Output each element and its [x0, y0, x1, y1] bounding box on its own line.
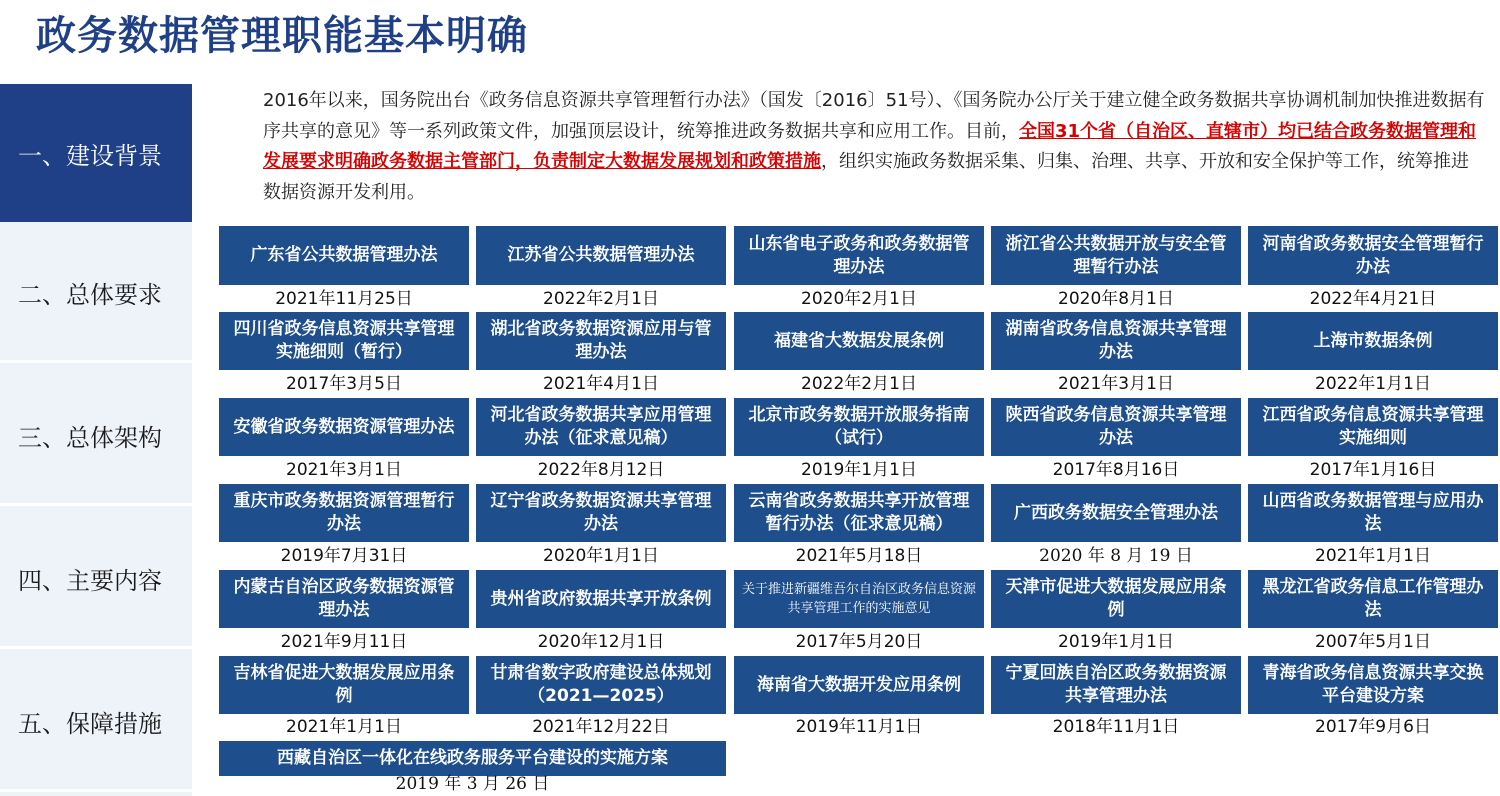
policy-date: 2019年1月1日: [1058, 632, 1174, 652]
policy-box[interactable]: 贵州省政府数据共享开放条例: [476, 570, 726, 628]
policy-date: 2022年4月21日: [1309, 289, 1437, 309]
policy-box[interactable]: 北京市政务数据开放服务指南 （试行）: [734, 398, 984, 456]
policy-box[interactable]: 青海省政务信息资源共享交换平台建设方案: [1248, 656, 1498, 714]
policy-date: 2020年8月1日: [1058, 289, 1174, 309]
policy-box[interactable]: 关于推进新疆维吾尔自治区政务信息资源共享管理工作的实施意见: [734, 570, 984, 628]
policy-box[interactable]: 内蒙古自治区政务数据资源管理办法: [219, 570, 469, 628]
sidebar: [0, 84, 192, 796]
policy-date: 2019年11月1日: [795, 717, 923, 737]
intro-text: 2016年以来，国务院出台《政务信息资源共享管理暂行办法》（国发〔2016〕51号）、《国务院办公厅关于建立健全政务数据共享协调机制加快推进数据有序共享的意见》等一系列政策文件，加强顶层设计，统筹推进政务数据共享和应用工作。目前，: [263, 90, 1485, 142]
intro-text: ，组织实施政务数据采集、归集、治理、共享、开放和安全保护等工作，统筹推进数据资源开发利用。: [263, 151, 1469, 203]
policy-date: 2021年4月1日: [543, 374, 659, 394]
policy-date: 2020年12月1日: [537, 632, 665, 652]
intro-highlight: 负责制定大数据发展规划和政策措施: [533, 151, 821, 172]
policy-box[interactable]: 福建省大数据发展条例: [734, 312, 984, 370]
policy-date: 2018年11月1日: [1052, 717, 1180, 737]
policy-box[interactable]: 西藏自治区一体化在线政务服务平台建设的实施方案: [219, 741, 726, 776]
policy-box[interactable]: 甘肃省数字政府建设总体规划（2021—2025）: [476, 656, 726, 714]
intro-highlight-separator: ，: [515, 151, 533, 172]
policy-date: 2019 年 3 月 26 日: [395, 774, 550, 794]
policy-date: 2017年9月6日: [1315, 717, 1431, 737]
policy-box[interactable]: 山东省电子政务和政务数据管理办法: [734, 226, 984, 285]
policy-box[interactable]: 湖北省政务数据资源应用与管理办法: [476, 312, 726, 370]
nav-item-requirements[interactable]: 二、总体要求: [0, 225, 192, 363]
nav-item-measures[interactable]: 五、保障措施: [0, 654, 192, 792]
intro-paragraph: [263, 86, 1485, 208]
policy-date: 2020年2月1日: [801, 289, 917, 309]
nav-item-background[interactable]: 一、建设背景: [0, 84, 192, 222]
policy-date: 2017年8月16日: [1052, 460, 1180, 480]
policy-date: 2021年9月11日: [280, 632, 408, 652]
policy-date: 2020 年 8 月 19 日: [1039, 546, 1193, 566]
policy-date: 2021年3月1日: [1058, 374, 1174, 394]
nav-item-architecture[interactable]: 三、总体架构: [0, 368, 192, 506]
policy-box[interactable]: 海南省大数据开发应用条例: [734, 656, 984, 714]
policy-box[interactable]: 广东省公共数据管理办法: [219, 226, 469, 285]
policy-date: 2017年5月20日: [795, 632, 923, 652]
policy-box[interactable]: 陕西省政务信息资源共享管理办法: [991, 398, 1241, 456]
policy-box[interactable]: 安徽省政务数据资源管理办法: [219, 398, 469, 456]
policy-box[interactable]: 江西省政务信息资源共享管理实施细则: [1248, 398, 1498, 456]
policy-box[interactable]: 江苏省公共数据管理办法: [476, 226, 726, 285]
policy-date: 2022年2月1日: [543, 289, 659, 309]
policy-box[interactable]: 浙江省公共数据开放与安全管理暂行办法: [991, 226, 1241, 285]
policy-box[interactable]: 河北省政务数据共享应用管理办法（征求意见稿）: [476, 398, 726, 456]
policy-date: 2021年1月1日: [1315, 546, 1431, 566]
policy-date: 2021年5月18日: [795, 546, 923, 566]
policy-box[interactable]: 上海市数据条例: [1248, 312, 1498, 370]
policy-date: 2021年12月22日: [532, 717, 670, 737]
policy-date: 2019年7月31日: [280, 546, 408, 566]
policy-box[interactable]: 湖南省政务信息资源共享管理办法: [991, 312, 1241, 370]
policy-date: 2021年1月1日: [286, 717, 402, 737]
policy-box[interactable]: 河南省政务数据安全管理暂行办法: [1248, 226, 1498, 285]
policy-date: 2017年1月16日: [1309, 460, 1437, 480]
policy-box[interactable]: 宁夏回族自治区政务数据资源共享管理办法: [991, 656, 1241, 714]
policy-date: 2017年3月5日: [286, 374, 402, 394]
policy-date: 2022年1月1日: [1315, 374, 1431, 394]
policy-box[interactable]: 四川省政务信息资源共享管理实施细则（暂行）: [219, 312, 469, 370]
nav-item-content[interactable]: 四、主要内容: [0, 511, 192, 649]
policy-box[interactable]: 云南省政务数据共享开放管理暂行办法（征求意见稿）: [734, 484, 984, 542]
policy-date: 2022年2月1日: [801, 374, 917, 394]
policy-date: 2021年11月25日: [275, 289, 413, 309]
policy-date: 2019年1月1日: [801, 460, 917, 480]
policy-box[interactable]: 天津市促进大数据发展应用条例: [991, 570, 1241, 628]
intro-highlight: 全国31个省（自治区、直辖市）均已结合政务数据管理和发展要求明确政务数据主管部门: [263, 120, 1477, 172]
page-title: 政务数据管理职能基本明确: [36, 13, 528, 59]
policy-box[interactable]: 山西省政务数据管理与应用办法: [1248, 484, 1498, 542]
policy-date: 2022年8月12日: [537, 460, 665, 480]
policy-date: 2020年1月1日: [543, 546, 659, 566]
policy-date: 2021年3月1日: [286, 460, 402, 480]
policy-box[interactable]: 重庆市政务数据资源管理暂行办法: [219, 484, 469, 542]
policy-box[interactable]: 黑龙江省政务信息工作管理办法: [1248, 570, 1498, 628]
policy-box[interactable]: 吉林省促进大数据发展应用条例: [219, 656, 469, 714]
policy-date: 2007年5月1日: [1315, 632, 1431, 652]
policy-box[interactable]: 辽宁省政务数据资源共享管理办法: [476, 484, 726, 542]
policy-box[interactable]: 广西政务数据安全管理办法: [991, 484, 1241, 542]
